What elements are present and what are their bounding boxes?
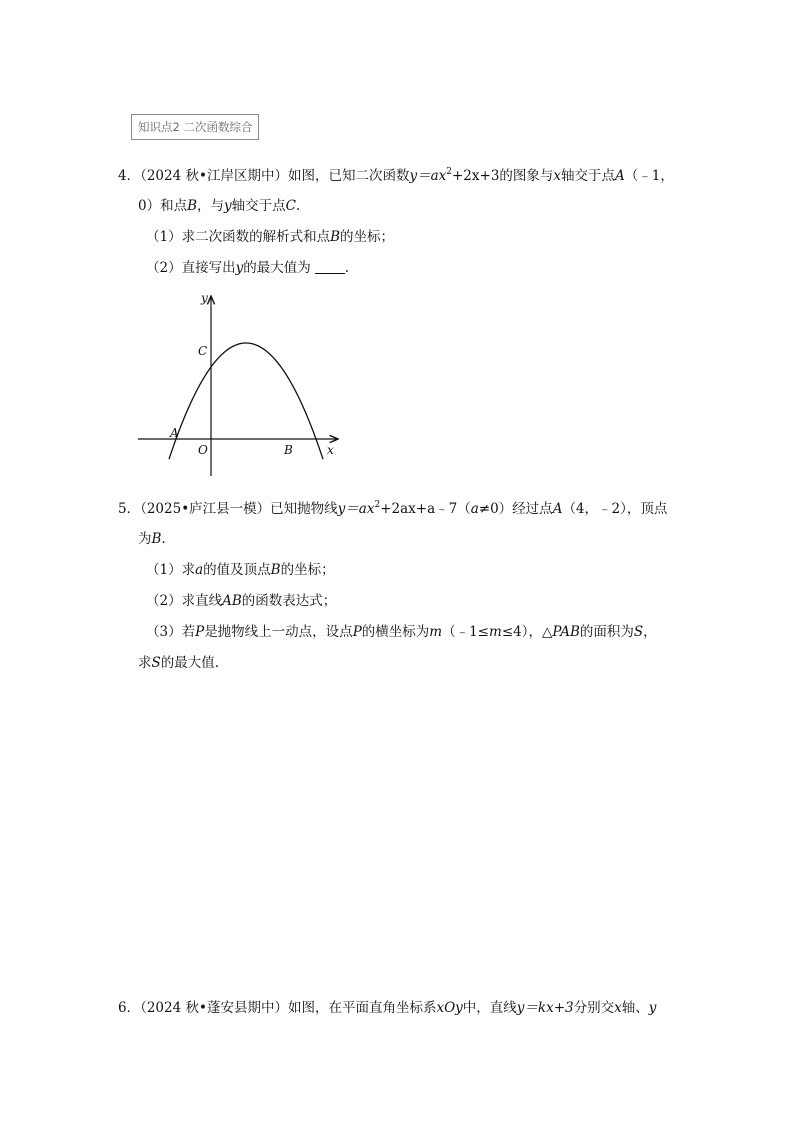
q4-text: 的坐标；	[340, 229, 395, 245]
q4-var: x	[553, 168, 562, 184]
q5-text: 的最大值.	[160, 655, 220, 671]
q5-var: S	[633, 624, 644, 640]
q6-text: 分别交	[573, 1000, 615, 1016]
q6-var: xOy	[436, 1000, 463, 1016]
q5-number: 5．	[118, 501, 141, 517]
q5-stem-line2	[138, 529, 166, 549]
q5-text: 为	[138, 531, 152, 547]
q4-var: y	[224, 198, 232, 214]
label-b: B	[284, 443, 293, 457]
q5-var: m	[489, 624, 502, 640]
q5-stem-line1	[118, 499, 667, 519]
q5-text: （﹣1≤	[442, 624, 489, 640]
label-y: y	[201, 291, 208, 305]
q5-var: a	[195, 562, 204, 578]
q5-text: 的横坐标为	[361, 624, 430, 640]
q5-point: B	[151, 531, 162, 547]
q4-source: （2024 秋•江岸区期中）	[140, 168, 288, 184]
q6-stem-line1	[118, 998, 656, 1018]
q5-text: 的面积为	[579, 624, 634, 640]
q4-text: .	[344, 260, 350, 276]
q6-number: 6．	[118, 1000, 141, 1016]
q5-text: 的坐标；	[280, 562, 335, 578]
q6-source: （2024 秋•蓬安县期中）	[140, 1000, 288, 1016]
q4-text: 的图象与	[499, 168, 554, 184]
q4-number: 4．	[118, 168, 141, 184]
q5-point: B	[270, 562, 281, 578]
q5-sub2	[146, 591, 336, 611]
q5-sub3	[146, 622, 657, 642]
q5-point: A	[552, 501, 563, 517]
q5-var: S	[151, 655, 161, 671]
q4-stem-line2	[138, 196, 300, 216]
q5-point: P	[195, 624, 205, 640]
answer-blank[interactable]	[315, 259, 345, 274]
q5-point: P	[352, 624, 362, 640]
q5-triangle: PAB	[552, 624, 580, 640]
q5-text: .	[161, 531, 166, 547]
q5-sub1	[146, 560, 335, 580]
q4-stem-line1	[118, 166, 674, 186]
q6-text: 中，直线	[462, 1000, 517, 1016]
q4-func: y＝ax	[409, 168, 447, 184]
q5-text: ，	[643, 624, 657, 640]
q5-var: m	[429, 624, 443, 640]
label-c: C	[198, 344, 208, 358]
q5-text: （1）求	[146, 562, 196, 578]
q5-func-rest: +2ax+a﹣7（	[380, 501, 471, 517]
section-tag: 知识点2 二次函数综合	[131, 114, 259, 140]
q4-sub2	[146, 258, 349, 278]
parabola-curve	[169, 343, 323, 459]
q5-text: ≤4），△	[501, 624, 553, 640]
q5-text: （2）求直线	[146, 593, 223, 609]
q4-text: .	[296, 198, 301, 214]
q6-func: y＝kx+3	[516, 1000, 574, 1016]
q5-var: a	[470, 501, 479, 517]
q6-var: x	[614, 1000, 622, 1016]
q4-sub1	[146, 227, 394, 247]
q4-text: 的最大值为	[243, 260, 311, 276]
q6-text: 如图，在平面直角坐标系	[287, 1000, 437, 1016]
label-a: A	[170, 426, 179, 440]
q5-text: 的函数表达式；	[241, 593, 337, 609]
q6-var: y	[648, 1000, 657, 1016]
q4-text: 轴交于点	[231, 198, 286, 214]
q4-text: （2）直接写出	[146, 260, 236, 276]
q4-point: B	[187, 198, 198, 214]
q5-text: 求	[138, 655, 152, 671]
q4-point: B	[330, 229, 341, 245]
q5-sub3-line2	[138, 653, 219, 673]
q4-text: （1）求二次函数的解析式和点	[146, 229, 331, 245]
q4-point: A	[615, 168, 625, 184]
label-x: x	[327, 443, 334, 457]
q5-text: 已知抛物线	[270, 501, 338, 517]
q5-text: （3）若	[146, 624, 196, 640]
q4-text: 如图，已知二次函数	[287, 168, 410, 184]
q5-text: 是抛物线上一动点，设点	[204, 624, 353, 640]
q4-var: y	[235, 260, 244, 276]
q4-func-rest: +2x+3	[452, 168, 500, 184]
q4-text: （﹣1，	[624, 168, 674, 184]
q5-line-name: AB	[222, 593, 242, 609]
q5-text: ≠0）经过点	[478, 501, 553, 517]
label-o: O	[198, 443, 208, 457]
q6-text: 轴、	[621, 1000, 649, 1016]
q4-text: ，与	[197, 198, 225, 214]
q5-func: y＝ax	[337, 501, 375, 517]
q5-text: （4，﹣2），顶点	[562, 501, 668, 517]
parabola-figure	[132, 286, 344, 482]
q4-text: 0）和点	[138, 198, 188, 214]
q5-exponent: 2	[374, 500, 381, 510]
q5-text: 的值及顶点	[203, 562, 271, 578]
q4-text: 轴交于点	[561, 168, 616, 184]
q5-source: （2025•庐江县一模）	[140, 501, 271, 517]
q4-exponent: 2	[446, 167, 452, 177]
q4-point: C	[285, 198, 296, 214]
